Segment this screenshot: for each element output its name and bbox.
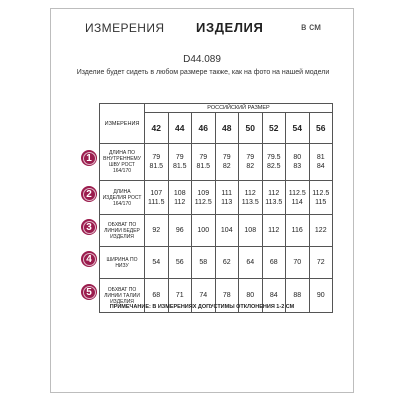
- size-chart-card: [50, 8, 354, 393]
- table-cell: 78: [215, 279, 239, 313]
- table-cell: 84: [262, 279, 286, 313]
- tolerance-footnote: ПРИМЕЧАНИЕ: В ИЗМЕРЕНИЯХ ДОПУСТИМЫ ОТКЛОНЕНИЯ 1-2 СМ: [109, 304, 295, 310]
- table-cell: 104: [215, 215, 239, 247]
- size-header: 42: [145, 113, 169, 144]
- table-cell: 107 111.5: [145, 181, 169, 215]
- table-cell: 112 113.5: [262, 181, 286, 215]
- row-number-badge: [81, 219, 97, 235]
- table-cell: 100: [192, 215, 216, 247]
- table-cell: 54: [145, 247, 169, 279]
- table-cell: 62: [215, 247, 239, 279]
- header-measurements-word: ИЗМЕРЕНИЯ: [85, 21, 165, 35]
- size-header: 44: [168, 113, 192, 144]
- size-header: 54: [286, 113, 310, 144]
- table-row: [100, 181, 333, 215]
- row-label: ДЛИНА ПО ВНУТРЕННЕМУ ШВУ РОСТ 164/170: [100, 144, 145, 181]
- row-number: 4: [86, 253, 92, 265]
- table-cell: 56: [168, 247, 192, 279]
- table-cell: 58: [192, 247, 216, 279]
- chart-header: [51, 20, 353, 36]
- table-cell: 109 112.5: [192, 181, 216, 215]
- size-table: [99, 103, 333, 313]
- table-row: [100, 215, 333, 247]
- table-cell: 96: [168, 215, 192, 247]
- table-cell: 74: [192, 279, 216, 313]
- row-number: 3: [86, 221, 92, 233]
- table-cell: 72: [309, 247, 333, 279]
- header-unit: в см: [301, 22, 321, 33]
- table-cell: 80 83: [286, 144, 310, 181]
- row-number-badge: [81, 284, 97, 300]
- table-cell: 122: [309, 215, 333, 247]
- table-cell: 79 82: [215, 144, 239, 181]
- table-cell: 112 113.5: [239, 181, 263, 215]
- table-cell: 108 112: [168, 181, 192, 215]
- table-cell: 116: [286, 215, 310, 247]
- russian-size-label: РОССИЙСКИЙ РАЗМЕР: [145, 104, 333, 113]
- table-cell: 112.5 115: [309, 181, 333, 215]
- table-cell: 111 113: [215, 181, 239, 215]
- row-label: ОБХВАТ ПО ЛИНИИ ТАЛИИ ИЗДЕЛИЯ: [100, 279, 145, 313]
- row-label: ОБХВАТ ПО ЛИНИИ БЕДЕР ИЗДЕЛИЯ: [100, 215, 145, 247]
- row-number-badge: [81, 150, 97, 166]
- table-cell: 79.5 82.5: [262, 144, 286, 181]
- fit-note: Изделие будет сидеть в любом размере также, как на фото на нашей модели: [76, 69, 330, 76]
- table-cell: 79 81.5: [145, 144, 169, 181]
- table-cell: 81 84: [309, 144, 333, 181]
- table-row: [100, 247, 333, 279]
- table-corner-label: ИЗМЕРЕНИЯ: [100, 104, 145, 144]
- table-cell: 108: [239, 215, 263, 247]
- table-cell: 112.5 114: [286, 181, 310, 215]
- table-cell: 68: [145, 279, 169, 313]
- row-number: 2: [86, 188, 92, 200]
- row-number: 5: [86, 286, 92, 298]
- table-cell: 71: [168, 279, 192, 313]
- size-header: 56: [309, 113, 333, 144]
- size-header: 46: [192, 113, 216, 144]
- row-number-badge: [81, 251, 97, 267]
- header-item-word: ИЗДЕЛИЯ: [196, 20, 264, 35]
- row-label: ШИРИНА ПО НИЗУ: [100, 247, 145, 279]
- table-cell: 92: [145, 215, 169, 247]
- row-number-badge: [81, 186, 97, 202]
- size-header: 48: [215, 113, 239, 144]
- table-cell: 79 81.5: [168, 144, 192, 181]
- table-row: [100, 144, 333, 181]
- size-header: 52: [262, 113, 286, 144]
- table-cell: 70: [286, 247, 310, 279]
- table-cell: 88: [286, 279, 310, 313]
- table-cell: 79 81.5: [192, 144, 216, 181]
- row-label: ДЛИНА ИЗДЕЛИЯ РОСТ 164/170: [100, 181, 145, 215]
- row-number: 1: [86, 152, 92, 164]
- size-header: 50: [239, 113, 263, 144]
- table-cell: 79 82: [239, 144, 263, 181]
- table-cell: 64: [239, 247, 263, 279]
- table-cell: 112: [262, 215, 286, 247]
- table-cell: 90: [309, 279, 333, 313]
- table-cell: 68: [262, 247, 286, 279]
- article-number: D44.089: [183, 54, 221, 65]
- table-cell: 80: [239, 279, 263, 313]
